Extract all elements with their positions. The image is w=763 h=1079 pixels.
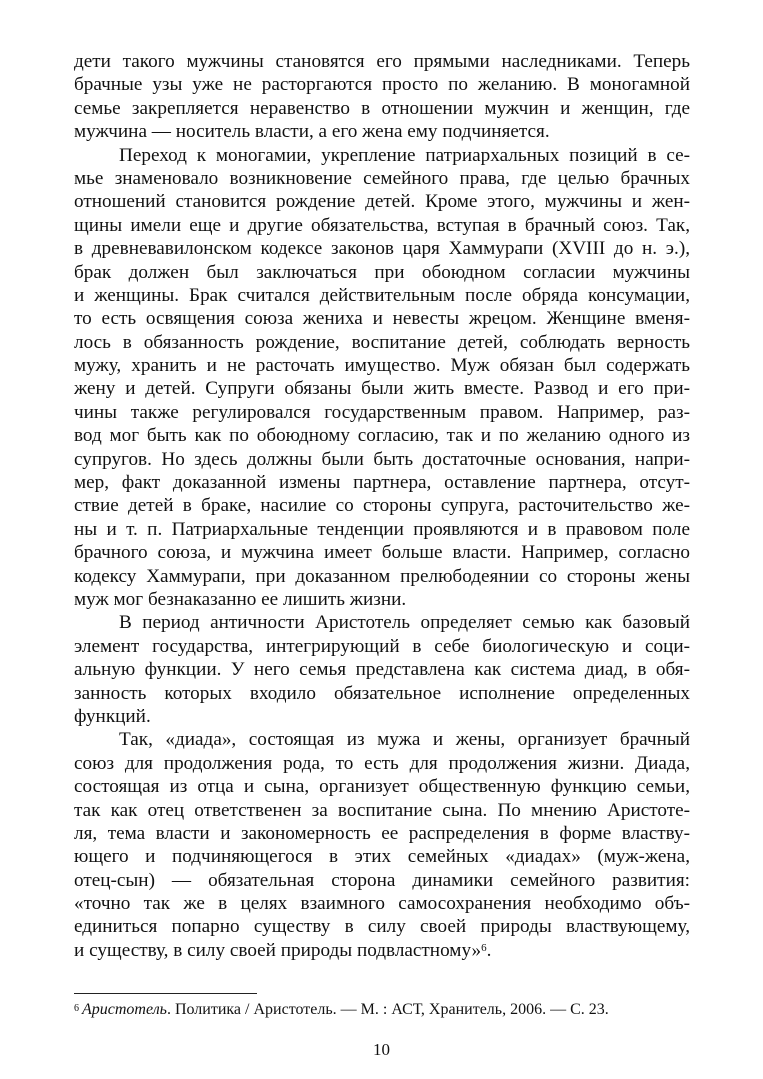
text-line: вод мог быть как по обоюдному согласию, так и по желанию одного из [74, 425, 690, 447]
text-line-with-ref: и существу, в силу своей природы подвластному»$^6$. [74, 939, 492, 961]
footnote [74, 1000, 690, 1020]
text-line: брачные узы уже не расторгаются просто по желанию. В моногамной [74, 74, 690, 96]
text-line: муж мог безнаказанно ее лишить жизни. [74, 588, 407, 610]
text-line: мье знаменовало возникновение семейного права, где целью брачных [74, 167, 690, 189]
footnote-separator [74, 993, 257, 994]
text-line: и женщины. Брак считался действительным после обряда консумации, [74, 284, 690, 306]
text-line: единиться попарно существу в силу своей природы властвующему, [74, 916, 690, 938]
text-line: мужчина — носитель власти, а его жена ему подчиняется. [74, 121, 550, 143]
text-line: функций. [74, 705, 151, 727]
text-line: щины имели еще и другие обязательства, вступая в брачный союз. Так, [74, 214, 690, 236]
text-line: отношений становится рождение детей. Кроме этого, мужчины и жен- [74, 191, 690, 213]
footnote-number: 6 [74, 1003, 79, 1014]
text-line: ствие детей в браке, насилие со стороны супруга, расточительство же- [74, 495, 690, 517]
text-line: Переход к моногамии, укрепление патриархальных позиций в се- [119, 144, 690, 166]
text-line: ля, тема власти и закономерность ее распределения в форме властву- [74, 822, 690, 844]
page-number: 10 [373, 1040, 390, 1059]
paragraph [74, 144, 690, 612]
text-line: мужу, хранить и не расточать имущество. Муж обязан был содержать [74, 355, 690, 377]
text-line: В период античности Аристотель определяет семью как базовый [119, 612, 690, 634]
text-line: ющего и подчиняющегося в этих семейных «диадах» (муж-жена, [74, 846, 690, 868]
text-line: в древневавилонском кодексе законов царя Хаммурапи (XVIII до н. э.), [74, 238, 690, 260]
paragraph [74, 728, 690, 962]
page-body [74, 50, 690, 962]
text-line: мер, факт доказанной измены партнера, оставление партнера, отсут- [74, 472, 690, 494]
text-line: так как отец ответственен за воспитание сына. По мнению Аристоте- [74, 799, 690, 821]
text-line: занность которых входило обязательное исполнение определенных [74, 682, 690, 704]
text-line: дети такого мужчины становятся его прямыми наследниками. Теперь [74, 51, 690, 72]
text-line: ны и т. п. Патриархальные тенденции проявляются и в правовом поле [74, 518, 690, 540]
text-line: элемент государства, интегрирующий в себе биологическую и соци- [74, 635, 690, 657]
paragraph [74, 50, 690, 144]
footnote-author: Аристотель [82, 1001, 167, 1018]
text-line: «точно так же в целях взаимного самосохранения необходимо объ- [74, 893, 690, 915]
text-line: супругов. Но здесь должны были быть достаточные основания, напри- [74, 448, 690, 470]
text-line: жену и детей. Супруги обязаны были жить вместе. Развод и его при- [74, 378, 690, 400]
text-line: Так, «диада», состоящая из мужа и жены, организует брачный [119, 729, 690, 751]
text-line: альную функции. У него семья представлена как система диад, в обя- [74, 659, 690, 681]
text-line: брачного союза, и мужчина имеет больше власти. Например, согласно [74, 542, 690, 564]
text-line-content: и существу, в силу своей природы подвластному» [74, 939, 482, 961]
text-line: семье закрепляется неравенство в отношении мужчин и женщин, где [74, 97, 690, 119]
footnote-reference[interactable]: 6 [481, 941, 487, 954]
text-line: лось в обязанность рождение, воспитание детей, соблюдать верность [74, 331, 690, 353]
text-line: отец-сын) — обязательная сторона динамики семейного развития: [74, 869, 690, 891]
text-line: союз для продолжения рода, то есть для продолжения жизни. Диада, [74, 752, 690, 774]
footnote-text: . Политика / Аристотель. — М. : АСТ, Хранитель, 2006. — С. 23. [166, 1001, 609, 1018]
text-line: состоящая из отца и сына, организует общественную функцию семьи, [74, 776, 690, 798]
paragraph [74, 611, 690, 728]
text-line: то есть освящения союза жениха и невесты жрецом. Женщине вменя- [74, 308, 690, 330]
text-line: чины также регулировался государственным правом. Например, раз- [74, 401, 690, 423]
text-line: брак должен был заключаться при обоюдном согласии мужчины [74, 261, 690, 283]
text-line: кодексу Хаммурапи, при доказанном прелюбодеянии со стороны жены [74, 565, 690, 587]
